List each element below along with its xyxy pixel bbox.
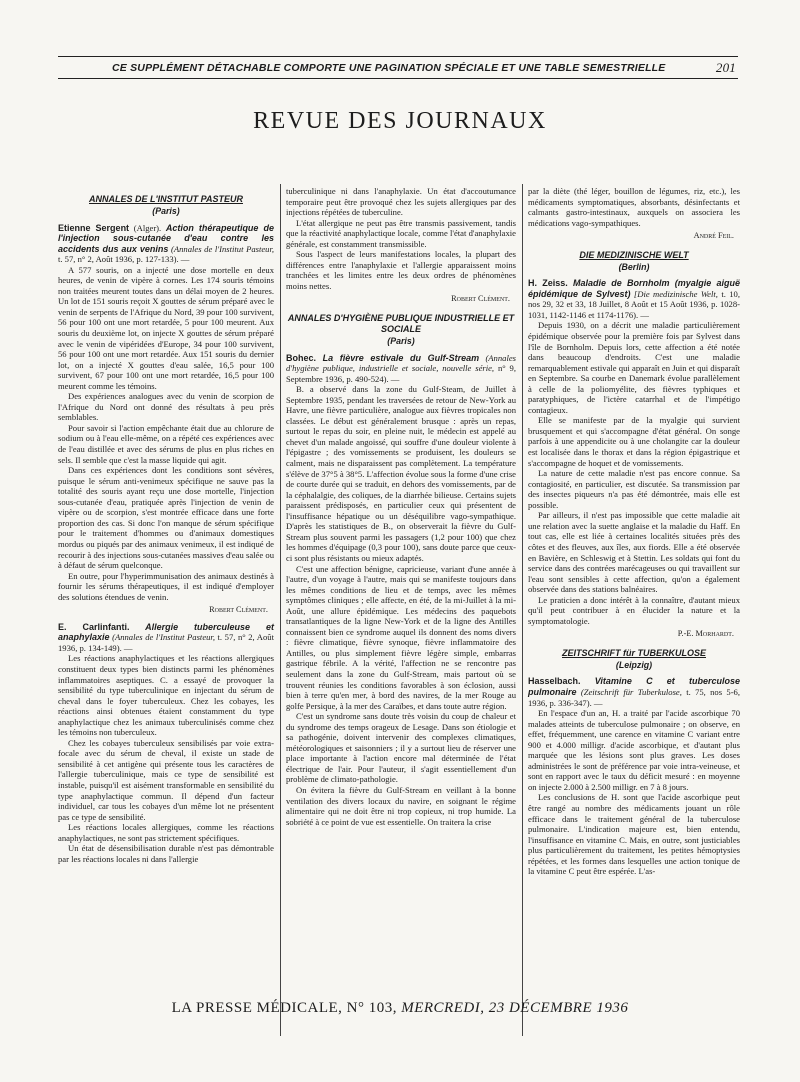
review-paragraph: Sous l'aspect de leurs manifestations locales, la plupart des différences entre l'anaphylaxie et l'allergie apparaissent moins tranchées et les limites entre les deux ordres de phénomènes moins nettes. bbox=[286, 249, 516, 291]
review-source: [Die medizinische Welt, bbox=[630, 288, 722, 299]
review-citation: t. 57, n° 2, Août 1936, p. 134-149). — bbox=[58, 632, 274, 653]
review-author: H. Zeiss. bbox=[528, 278, 568, 289]
review-paragraph: Depuis 1930, on a décrit une maladie particulièrement épidémique observée pour la première fois par Sylvest dans l'île de Bornholm. Depuis lors, cette affection a été notée dans beaucoup d'endroits. C'est une maladie remarquablement estivale qui apparaît en Juin et qui disparaît en Septembre. Sa courbe en Danemark évolue parallèlement à celle de la poliomyélite, des fièvres typhiques et paratyphiques, de l'ictère catarrhal et de l'impétigo contagieux. bbox=[528, 320, 740, 415]
review-heading bbox=[528, 278, 740, 320]
review-paragraph: par la diète (thé léger, bouillon de légumes, riz, etc.), les médicaments symptomatiques, absorbants, désinfectants et calmants gastro-intestinaux, auxquels on associera les médications vago-sympathiques. bbox=[528, 186, 740, 228]
review-paragraph: Le praticien a donc intérêt à la connaître, d'autant mieux qu'il peut contribuer à en élucider la nature et la symptomatologie. bbox=[528, 594, 740, 626]
section-city: (Berlin) bbox=[618, 261, 650, 272]
section-heading: ZEITSCHRIFT für TUBERKULOSE bbox=[562, 647, 706, 658]
review-title: Allergie tuberculeuse et anaphylaxie bbox=[58, 621, 274, 643]
review-heading bbox=[286, 353, 516, 385]
column-2 bbox=[286, 186, 516, 827]
review-heading bbox=[58, 223, 274, 265]
review-author: E. Carlinfanti. bbox=[58, 621, 130, 632]
review-paragraph: On évitera la fièvre du Gulf-Stream en veillant à la bonne ventilation des divers locaux du navire, en soignant le régime alimentaire qui ne doit être ni trop copieux, ni trop humide. La sobriété à ce point de vue est essentielle. On traitera la crise bbox=[286, 784, 516, 827]
review-paragraph: En outre, pour l'hyperimmunisation des animaux destinés à fournir les sérums thérapeutiques, il est indiqué d'employer des solutions étendues de venin. bbox=[58, 570, 274, 602]
review-paragraph: Les réactions anaphylactiques et les réactions allergiques constituent deux types bien distincts parmi les phénomènes inflammatoires aseptiques. C. a essayé de provoquer la sensibilité du type tuberculinique en injectant du sérum de cheval dans le foyer tuberculeux. Chez les cobayes, les réactions ainsi obtenues étaient constamment du type anaphylactique chez les animaux tuberculinisés comme chez les témoins non tuberculeux. bbox=[58, 653, 274, 738]
page-number: 201 bbox=[715, 60, 736, 75]
review-paragraph: Les réactions locales allergiques, comme les réactions anaphylactiques, ne sont pas strictement spécifiques. bbox=[58, 822, 274, 843]
column-divider-2 bbox=[522, 184, 523, 1036]
review-citation: t. 57, n° 2, Août 1936, p. 127-133). — bbox=[58, 254, 190, 265]
page-title: REVUE DES JOURNAUX bbox=[253, 108, 547, 134]
page-footer bbox=[0, 1000, 800, 1017]
review-title: Maladie de Bornholm (myalgie aiguë épidémique de Sylvest) bbox=[528, 278, 740, 299]
section-heading: ANNALES D'HYGIÈNE PUBLIQUE INDUSTRIELLE ET SOCIALE bbox=[287, 313, 515, 335]
review-paragraph: Les conclusions de H. sont que l'acide ascorbique peut être rangé au nombre des médicaments jouant un rôle efficace dans le traitement général de la tuberculose pulmonaire. L'indication majeure est, bien entendu, l'insuffisance en vitamine C. Mais, en outre, sont justiciables plus particulièrement du traitement, les petites hémoptysies répétées, et les formes dans lesquelles une action tonique de la vitamine C peut être espérée. L'as- bbox=[528, 792, 740, 877]
review-citation: t. 10, nos 29, 32 et 33, 18 Juillet, 8 Août et 15 Août 1936, p. 1028-1031, 1142-1146 et 1174-1176). — bbox=[528, 288, 740, 320]
reviewer-signature: P.-E. Morhardt. bbox=[677, 629, 734, 639]
review-paragraph: C'est un syndrome sans doute très voisin du coup de chaleur et du syndrome des temps orageux de Lesage. Dans son étiologie et sa pathogénie, doivent intervenir des complexes climatiques, météorologiques et saisonniers ; il y a surtout lieu de réserver une place importante à l'action encore mal déterminée de l'état électrique de l'air. Pour l'auteur, il s'agit essentiellement d'un problème de climato-pathologie. bbox=[286, 711, 516, 785]
journal-issue: LA PRESSE MÉDICALE, N° 103, bbox=[171, 1000, 402, 1016]
review-title: Vitamine C et tuberculose pulmonaire bbox=[528, 676, 740, 697]
reviewer-signature: Robert Clément. bbox=[209, 605, 268, 615]
review-citation: n° 9, Septembre 1936, p. 490-524). — bbox=[286, 363, 516, 384]
review-paragraph: Chez les cobayes tuberculeux sensibilisés par voie extra-focale avec du sérum de cheval, il existe un stade de sensibilité à cet antigène qui présente tous les caractères de l'allergie tuberculinique, mais ce type de sensibilité est instable, puisqu'il est aisément transformable en sensibilité du type anaphylactique commun. Il dépend d'un facteur individuel, car tous les cobayes d'un même lot ne présentent pas ce type de sensibilité. bbox=[58, 737, 274, 822]
review-paragraph: En l'espace d'un an, H. a traité par l'acide ascorbique 70 malades atteints de tuberculose pulmonaire ; on observe, en effet, fréquemment, une carence en vitamine C variant entre 900 et 4.000 milligr. d'acide ascorbique, et d'autant plus marquée que les lésions sont plus graves. Les doses administrées le sont de préférence par voie intra-veineuse, et sont en rapport avec le taux du déficit mesuré : en moyenne on injecte 2.000 à 2.500 milligr. en 7 à 8 jours. bbox=[528, 708, 740, 792]
column-divider-1 bbox=[280, 184, 281, 1036]
review-paragraph: Un état de désensibilisation durable n'est pas démontrable par les réactions locales ni dans l'allergie bbox=[58, 843, 274, 864]
review-paragraph: Pour savoir si l'action empêchante était due au chlorure de sodium ou à l'eau elle-même, on a répété ces expériences avec de l'eau distillée et avec des sérums de plus en plus riches en sels. Il semble que c'est la masse liquide qui agit. bbox=[58, 422, 274, 465]
review-paragraph: A 577 souris, on a injecté une dose mortelle en deux heures, de venin de vipère à cornes. Les 174 souris témoins non traitées meurent toutes dans un délai moyen de 2 heures. Un lot de 151 souris reçoit X gouttes de sérum préparé avec le venin de serpents de l'Afrique du Nord, 39 pour 100 survivent, 56 pour 100 ont une mort retardée, 5 pour 100 meurent. Aux souris du deuxième lot, on injecte X gouttes de sérum préparé avec le venin de vipéridées d'Europe, 34 pour 100 survivent, 56 pour 100 ont une mort retardée. Aux 151 souris du dernier lot, on a injecté X gouttes d'eau salée, 16,5 pour 100 survivent, 67 pour 100 ont une mort retardée, 16,5 pour 100 meurent comme les témoins. bbox=[58, 264, 274, 391]
review-source: (Annales de l'Institut Pasteur, bbox=[168, 243, 275, 254]
issue-date: MERCREDI, 23 DÉCEMBRE 1936 bbox=[401, 1000, 629, 1016]
review-author: Hasselbach. bbox=[528, 676, 581, 687]
section-city: (Leipzig) bbox=[615, 659, 653, 670]
review-paragraph: C'est une affection bénigne, capricieuse, variant d'une année à l'autre, d'un voyage à l'autre, mais qui se manifeste toujours dans les mêmes conditions de lieu et de temps, avec les mêmes symptômes cliniques ; elle affecte, en été, de la mi-Juillet à la mi-Août, une allure épidémique. Les médecins des paquebots transatlantiques de la ligne New-York et de la ligne des Antilles connaissent bien ce syndrome auquel ils donnent des noms divers : fièvre climatique, fièvre synoque, fièvre inflammatoire des Antilles, ou plus simplement fièvre légère simple, embarras gastrique fébrile. A la vérité, l'affection ne se rencontre pas seulement dans la zone du Gulf-Stream, mais partout où se trouvent réunies les conditions favorables à son éclosion, aussi bien à terre qu'en mer, à bord des navires, de la mer Rouge au golfe Persique, à la mer des Caraïbes, et dans toute autre région. bbox=[286, 563, 516, 711]
review-paragraph: L'état allergique ne peut pas être transmis passivement, tandis que la réactivité anaphylactique locale, comme l'état d'anaphylaxie générale, est constamment transmissible. bbox=[286, 217, 516, 249]
review-paragraph: Par ailleurs, il n'est pas impossible que cette maladie ait une relation avec la suette anglaise et la maladie du Haff. En tout cas, elle est liée à certaines localités situées près des côtes et des fleuves, aux îles, aux fiords. Elle a été observée en Bavière, en Schleswig et à Stettin. Les soldats qui font du service dans des contrées marécageuses ou qui travaillent sur l'eau sont sensibles à cette affection, qu'on a également observée dans des stations balnéaires. bbox=[528, 510, 740, 595]
section-heading: ANNALES DE L'INSTITUT PASTEUR bbox=[89, 194, 243, 204]
reviewer-signature: André Feil. bbox=[693, 231, 734, 241]
section-city: (Paris) bbox=[387, 336, 415, 347]
review-author: Bohec. bbox=[286, 352, 317, 363]
column-3 bbox=[528, 186, 740, 877]
review-source: (Annales d'hygiène publique, industrielle et sociale, nouvelle série, bbox=[286, 352, 516, 374]
review-place: (Alger). bbox=[129, 222, 166, 233]
section-heading: DIE MEDIZINISCHE WELT bbox=[579, 249, 689, 260]
reviewer-signature: Robert Clément. bbox=[451, 294, 510, 304]
review-citation: t. 75, nos 5-6, 1936, p. 336-347). — bbox=[528, 686, 740, 708]
review-paragraph: La nature de cette maladie n'est pas encore connue. Sa contagiosité, en particulier, est discutée. Sa transmission par des insectes piqueurs n'a pas été démontrée, mais elle est possible. bbox=[528, 468, 740, 510]
column-1 bbox=[58, 186, 274, 864]
review-title: Action thérapeutique de l'injection sous-cutanée d'eau contre les accidents dus aux venins bbox=[58, 222, 274, 254]
review-paragraph: Dans ces expériences dont les conditions sont sévères, puisque le sérum anti-venimeux spécifique ne sauve pas la totalité des souris ayant reçu une dose mortelle, l'injection sous-cutanée d'eau, pratiquée après l'injection de venin de vipère ou de scorpion, s'est montrée efficace dans une forte proportion des cas. Si donc l'on manque de sérum spécifique pour le traitement d'hommes ou d'animaux domestiques mordus ou piqués par des animaux venimeux, il est indiqué de recourir à des injections sous-cutanées massives d'eau salée ou à défaut de sérum quelconque. bbox=[58, 465, 274, 571]
review-author: Etienne Sergent bbox=[58, 222, 130, 233]
review-title: La fièvre estivale du Gulf-Stream bbox=[316, 352, 480, 363]
review-paragraph: Des expériences analogues avec du venin de scorpion de l'Afrique du Nord ont donné des résultats à peu près semblables. bbox=[58, 391, 274, 423]
review-heading bbox=[58, 622, 274, 654]
section-city: (Paris) bbox=[152, 206, 180, 216]
review-heading bbox=[528, 676, 740, 708]
header-underline bbox=[58, 78, 738, 79]
review-paragraph: B. a observé dans la zone du Gulf-Steam, de Juillet à Septembre 1935, pendant les traversées de retour de New-York au Havre, une fièvre particulière, analogue aux fièvres tropicales non classées. Le début est généralement brusque : après un repas, surtout le repas du soir, en pleine nuit, le médecin est appelé au chevet d'un malade angoissé, qui souffre d'une douleur violente à l'épigastre ; des vomissements se produisent, les douleurs se calment, mais ne disparaissent pas complètement. La température s'élève de 37°5 à 38°5. L'affection évolue sous la forme d'une crise de courte durée qui se traduit, en dehors des vomissements, par de la céphalalgie, des coliques, de la diarrhée bilieuse. Certains sujets paraissent prédisposés, en particulier ceux qui présentent de l'insuffisance hépatique ou un déséquilibre vago-sympathique. D'après les statistiques de B., on observerait la fièvre du Gulf-Stream plus souvent parmi les passagers (1,2 pour 100) que chez les hommes d'équipage (0,3 pour 100), sans doute parce que ceux-ci sont plus résistants ou mieux adaptés. bbox=[286, 384, 516, 563]
review-source: (Annales de l'Institut Pasteur, bbox=[109, 632, 218, 643]
supplement-banner: CE SUPPLÉMENT DÉTACHABLE COMPORTE UNE PAGINATION SPÉCIALE ET UNE TABLE SEMESTRIELLE bbox=[112, 62, 666, 74]
review-paragraph: Elle se manifeste par de la myalgie qui survient brusquement et qui s'accompagne d'état général. On songe parfois à une appendicite ou à une cholangite car la douleur est localisée dans le thorax et dans la région épigastrique et s'accompagne de hoquet et de vomissements. bbox=[528, 415, 740, 468]
review-paragraph: tuberculinique ni dans l'anaphylaxie. Un état d'accoutumance temporaire peut être provoqué chez les sujets allergiques par des injections répétées de tuberculine. bbox=[286, 186, 516, 218]
top-rule bbox=[58, 56, 738, 57]
review-source: (Zeitschrift für Tuberkulose, bbox=[576, 686, 687, 697]
